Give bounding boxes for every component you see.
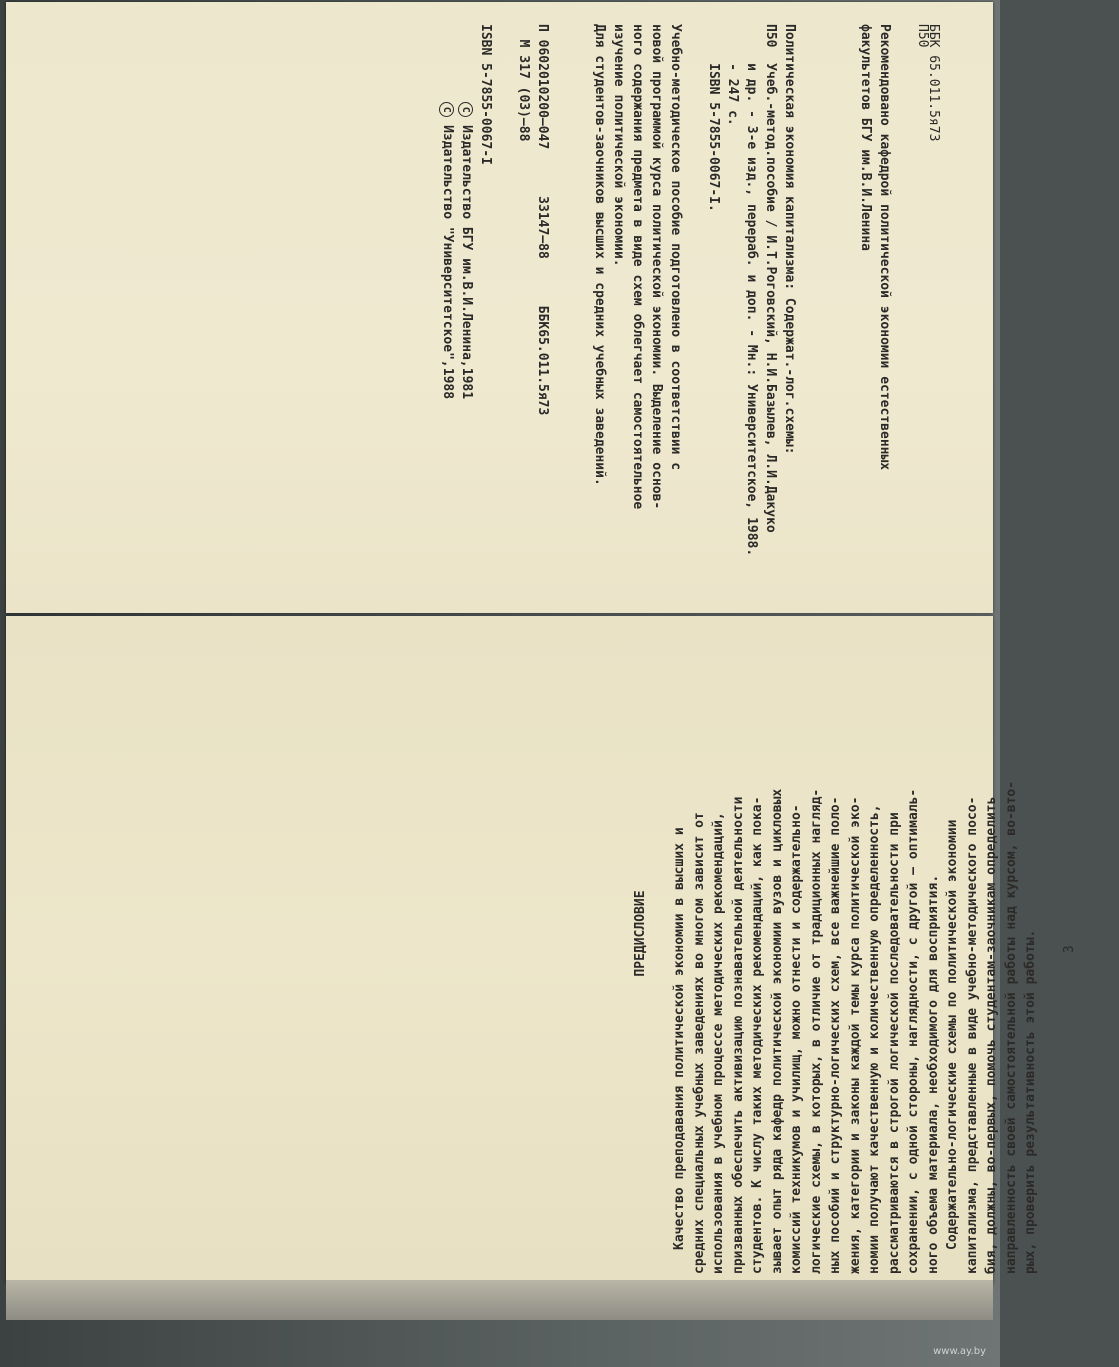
copyright-icon: C <box>458 102 473 117</box>
entry-line-1: П50 Учеб.-метод.пособие / И.Т.Роговский, Н.И.Базылев, Л.И.Дакуко <box>763 24 778 533</box>
preface-line: сохранении, с одной стороны, наглядности, с другой — оптималь- <box>906 788 921 1274</box>
code-line-2: М 317 (03)—88 <box>516 24 531 142</box>
abstract-line-3: ного содержания предмета в виде схем облегчает самостоятельное <box>630 24 645 510</box>
preface-line: Содержательно-логические схемы по политической экономии <box>945 819 960 1250</box>
abstract-line-2: новой программой курса политической экономии. Выделение основ- <box>649 24 664 510</box>
preface-page <box>6 616 1077 1284</box>
preface-line: Качество преподавания политической экономии в высших и <box>672 827 687 1250</box>
preface-heading: ПРЕДИСЛОВИЕ <box>633 890 648 977</box>
bbk-code: ББК 65.011.5я73 <box>926 24 941 142</box>
preface-line: номии получают качественную и количественную определенность, <box>867 804 882 1274</box>
entry-title: Политическая экономия капитализма: Содержат.-лог.схемы: <box>782 24 797 455</box>
preface-line: капитализма, представленные в виде учебно-методического посо- <box>964 796 980 1274</box>
title-verso-page <box>6 2 993 613</box>
watermark: www.ay.by <box>933 1346 986 1357</box>
abstract-line-4: изучение политической экономии. <box>611 24 626 267</box>
page-number: 3 <box>1062 945 1077 954</box>
entry-line-3: - 247 с. <box>725 24 740 126</box>
preface-line: комиссий техникумов и училищ, можно отнести и содержательно- <box>789 804 804 1274</box>
entry-isbn: ISBN 5-7855-0067-I. <box>706 24 721 212</box>
recommended-line-1: Рекомендовано кафедрой политической экономии естественных <box>877 24 892 471</box>
preface-line: направленность своей самостоятельной работы над курсом, во-вто- <box>1003 780 1019 1274</box>
preface-line: рассматриваются в строгой логической последовательности при <box>886 812 902 1274</box>
preface-line: использования в учебном процессе методических рекомендаций, <box>711 812 726 1274</box>
title-verso-text <box>400 24 981 556</box>
preface-line: бия, должны, во-первых, помочь студентам-заочникам определить <box>984 796 999 1274</box>
preface-line: жения, категории и законы каждой темы курса политической эко- <box>847 796 863 1274</box>
book-edge <box>6 1280 993 1320</box>
preface-text <box>592 781 1119 1274</box>
entry-line-2: и др. - 3-е изд., перераб. и доп. - Мн.: Университетское, 1988. <box>744 24 759 557</box>
preface-line: ных пособий и структурно-логических схем, все важнейшие поло- <box>828 796 843 1274</box>
preface-line: ного объема материала, необходимого для восприятия. <box>925 874 941 1274</box>
preface-line: рых, проверить результативность этой работы. <box>1023 929 1038 1274</box>
copyright-2: C Издательство "Университетское",1988 <box>438 24 457 556</box>
copyright-1: C Издательство БГУ им.В.И.Ленина,1981 <box>457 24 476 556</box>
code-line: П 0602010200—047 33147—88 ББК65.011.5я73 <box>535 24 550 416</box>
abstract-line-5: Для студентов-заочников высших и средних учебных заведений. <box>592 24 607 486</box>
isbn: ISBN 5-7855-0067-I <box>478 24 493 165</box>
recommended-line-2: факультетов БГУ им.В.И.Ленина <box>858 24 873 251</box>
preface-line: средних специальных учебных заведениях во многом зависит от <box>691 812 707 1274</box>
preface-line: призванных обеспечить активизацию познавательной деятельности <box>730 796 746 1274</box>
index-code: П50 <box>915 24 930 48</box>
preface-line: логические схемы, в которых, в отличие от традиционных нагляд- <box>808 788 824 1274</box>
copyright-icon: C <box>439 102 454 117</box>
abstract-line-1: Учебно-методическое пособие подготовлено в соответствии с <box>668 24 683 471</box>
preface-line: зывает опыт ряда кафедр политической экономии вузов и цикловых <box>769 788 785 1274</box>
preface-line: студентов. К числу таких методических рекомендаций, как пока- <box>750 796 765 1274</box>
